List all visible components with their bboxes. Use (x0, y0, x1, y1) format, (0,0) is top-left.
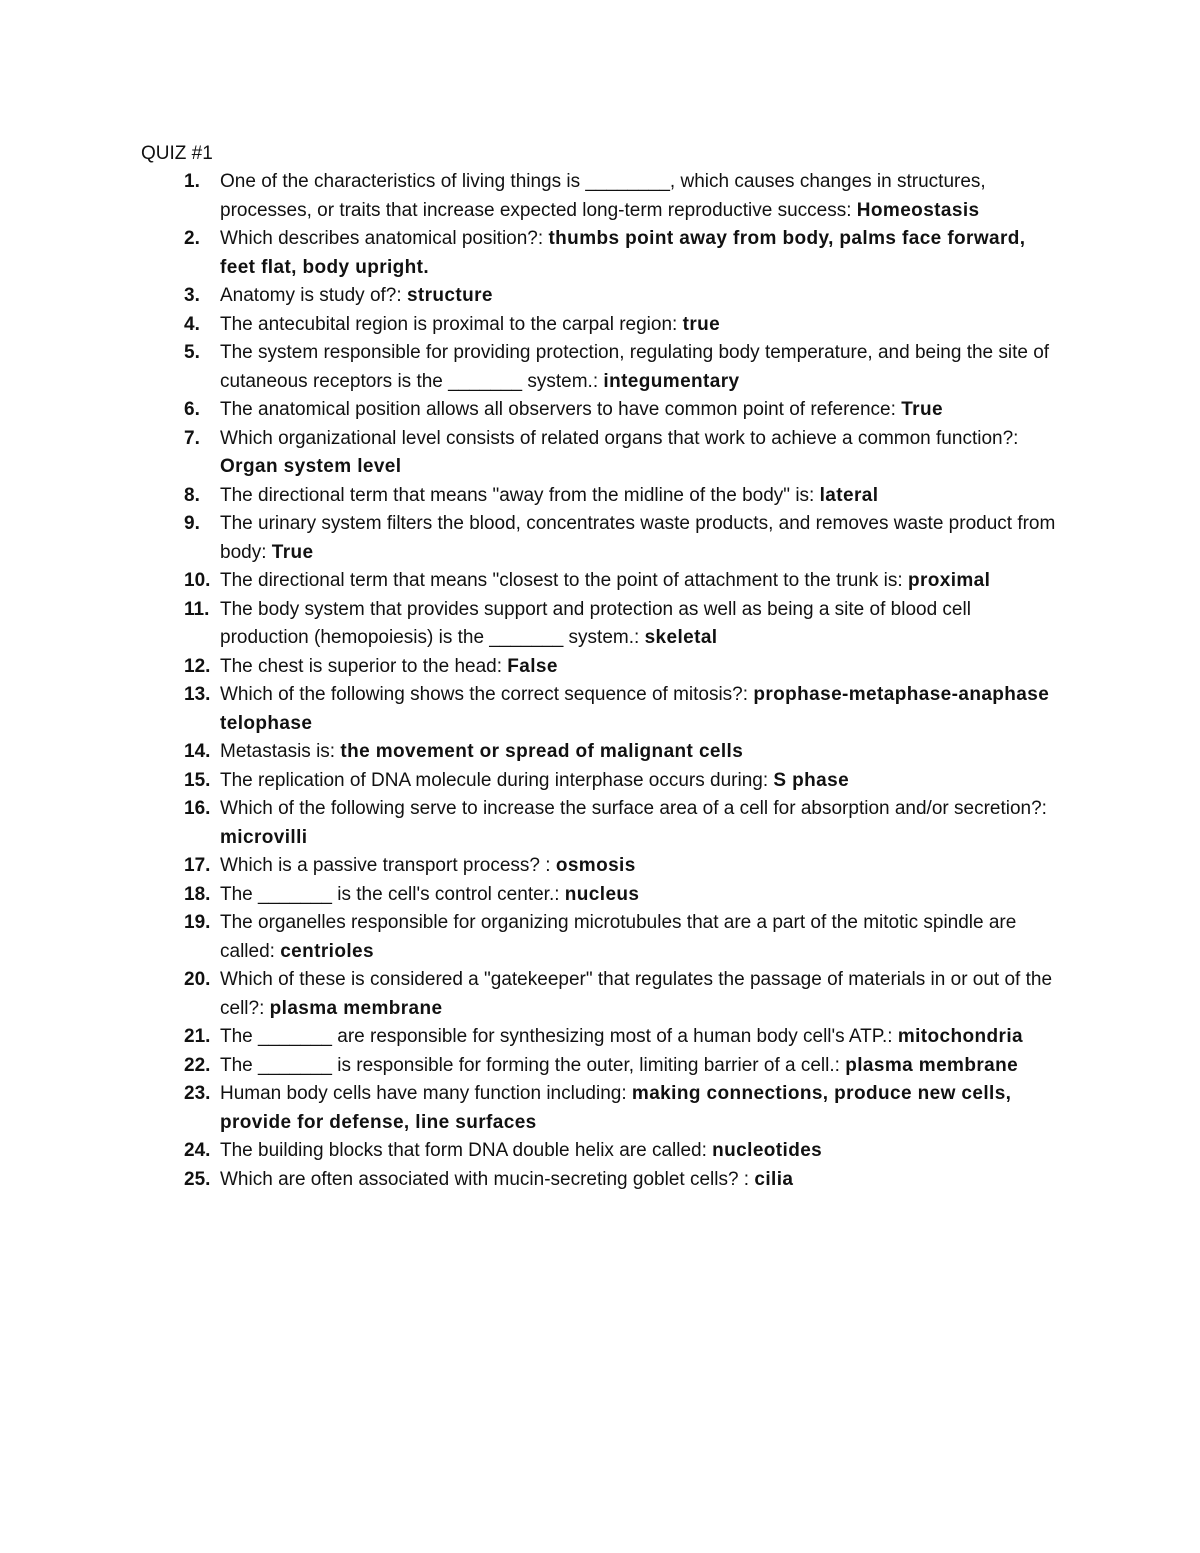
question-text: The _______ is responsible for forming the outer, limiting barrier of a cell.: (220, 1054, 840, 1076)
question-text: Which describes anatomical position?: (220, 228, 544, 249)
question-text: Which of the following serve to increase the surface area of a cell for absorption and/or secretion?: (220, 798, 1047, 819)
question-number: 24. (184, 1140, 211, 1161)
question-item (141, 738, 1061, 767)
question-item (141, 881, 1061, 910)
question-number: 20. (184, 969, 211, 990)
question-answer: nucleotides (712, 1140, 823, 1161)
question-number: 16. (184, 798, 211, 819)
question-answer: osmosis (555, 855, 636, 876)
question-text: Metastasis is: (220, 741, 336, 762)
question-item (141, 966, 1061, 1023)
question-number: 18. (184, 883, 211, 905)
question-number: 14. (184, 741, 211, 762)
question-item (141, 1052, 1061, 1081)
question-answer: mitochondria (897, 1026, 1023, 1047)
question-item (141, 510, 1061, 567)
question-item (141, 168, 1061, 225)
question-answer: plasma membrane (845, 1054, 1019, 1076)
question-answer: True (901, 399, 943, 420)
question-answer: Organ system level (220, 456, 402, 477)
question-number: 22. (184, 1054, 211, 1076)
question-item (141, 1080, 1061, 1137)
question-answer: centrioles (280, 940, 374, 962)
question-number: 2. (184, 228, 200, 249)
question-number: 12. (184, 655, 211, 677)
question-answer: proximal (907, 570, 991, 591)
question-text: Which organizational level consists of related organs that work to achieve a common function?: (220, 427, 1019, 449)
question-item (141, 425, 1061, 482)
question-answer: skeletal (644, 627, 718, 648)
question-text: Which are often associated with mucin-secreting goblet cells? : (220, 1168, 750, 1190)
question-answer: prophase-metaphase-anaphase telophase (220, 684, 1050, 734)
question-number: 7. (184, 427, 200, 449)
question-text: The urinary system filters the blood, concentrates waste products, and removes waste product from body: (220, 513, 1056, 563)
question-answer: integumentary (603, 370, 740, 392)
question-item (141, 767, 1061, 796)
question-item (141, 653, 1061, 682)
question-number: 25. (184, 1168, 211, 1190)
question-text: The system responsible for providing protection, regulating body temperature, and being the site of cutaneous receptors is the _______ system.: (220, 342, 1050, 392)
question-text: The anatomical position allows all observers to have common point of reference: (220, 399, 896, 420)
question-number: 4. (184, 313, 200, 335)
question-text: The directional term that means "away from the midline of the body" is: (220, 484, 815, 506)
question-text: The building blocks that form DNA double helix are called: (220, 1140, 707, 1161)
question-text: Which of the following shows the correct sequence of mitosis?: (220, 684, 749, 705)
question-item (141, 1023, 1061, 1052)
question-answer: thumbs point away from body, palms face forward, feet flat, body upright. (220, 228, 1026, 278)
question-number: 6. (184, 399, 200, 420)
question-item (141, 681, 1061, 738)
question-answer: microvilli (220, 826, 308, 848)
question-item (141, 596, 1061, 653)
question-item (141, 311, 1061, 340)
question-number: 15. (184, 769, 211, 791)
question-number: 1. (184, 171, 200, 192)
question-text: The _______ are responsible for synthesizing most of a human body cell's ATP.: (220, 1026, 893, 1047)
question-item (141, 795, 1061, 852)
question-number: 17. (184, 855, 211, 876)
question-item (141, 282, 1061, 311)
question-number: 11. (184, 598, 210, 620)
question-item (141, 482, 1061, 511)
question-text: Which of these is considered a "gatekeeper" that regulates the passage of materials in or out of the cell?: (220, 969, 1053, 1019)
question-list (141, 168, 1061, 1194)
question-answer: structure (406, 285, 493, 306)
question-number: 10. (184, 570, 211, 591)
question-text: The replication of DNA molecule during interphase occurs during: (220, 769, 769, 791)
question-text: Human body cells have many function including: (220, 1083, 627, 1104)
question-text: The _______ is the cell's control center.: (220, 883, 560, 905)
question-answer: making connections, produce new cells, provide for defense, line surfaces (220, 1083, 1012, 1133)
question-item (141, 852, 1061, 881)
question-item (141, 339, 1061, 396)
question-text: The organelles responsible for organizing microtubules that are a part of the mitotic spindle are called: (220, 912, 1017, 962)
question-text: The directional term that means "closest to the point of attachment to the trunk is: (220, 570, 903, 591)
question-text: The body system that provides support and protection as well as being a site of blood cell production (hemopoiesis) is the _______ system.: (220, 598, 971, 648)
question-answer: the movement or spread of malignant cells (340, 741, 744, 762)
question-text: Anatomy is study of?: (220, 285, 402, 306)
question-text: One of the characteristics of living things is ________, which causes changes in structures, processes, or traits that increase expected long-term reproductive success: (220, 171, 986, 221)
question-answer: nucleus (564, 883, 640, 905)
question-item (141, 567, 1061, 596)
question-answer: S phase (773, 769, 850, 791)
question-number: 21. (184, 1026, 211, 1047)
question-number: 3. (184, 285, 200, 306)
question-text: The chest is superior to the head: (220, 655, 502, 677)
question-item (141, 396, 1061, 425)
question-number: 8. (184, 484, 200, 506)
question-item (141, 1137, 1061, 1166)
question-item (141, 909, 1061, 966)
question-number: 23. (184, 1083, 211, 1104)
question-number: 9. (184, 513, 200, 534)
question-answer: Homeostasis (856, 199, 980, 221)
question-answer: True (271, 541, 314, 563)
question-answer: cilia (754, 1168, 794, 1190)
question-text: The antecubital region is proximal to the carpal region: (220, 313, 678, 335)
page-title: QUIZ #1 (141, 143, 213, 164)
question-number: 13. (184, 684, 211, 705)
question-item (141, 225, 1061, 282)
question-number: 19. (184, 912, 211, 933)
question-answer: true (682, 313, 721, 335)
question-number: 5. (184, 342, 200, 363)
question-answer: False (507, 655, 558, 677)
question-item (141, 1166, 1061, 1195)
question-answer: plasma membrane (269, 997, 443, 1019)
question-text: Which is a passive transport process? : (220, 855, 551, 876)
question-answer: lateral (819, 484, 879, 506)
